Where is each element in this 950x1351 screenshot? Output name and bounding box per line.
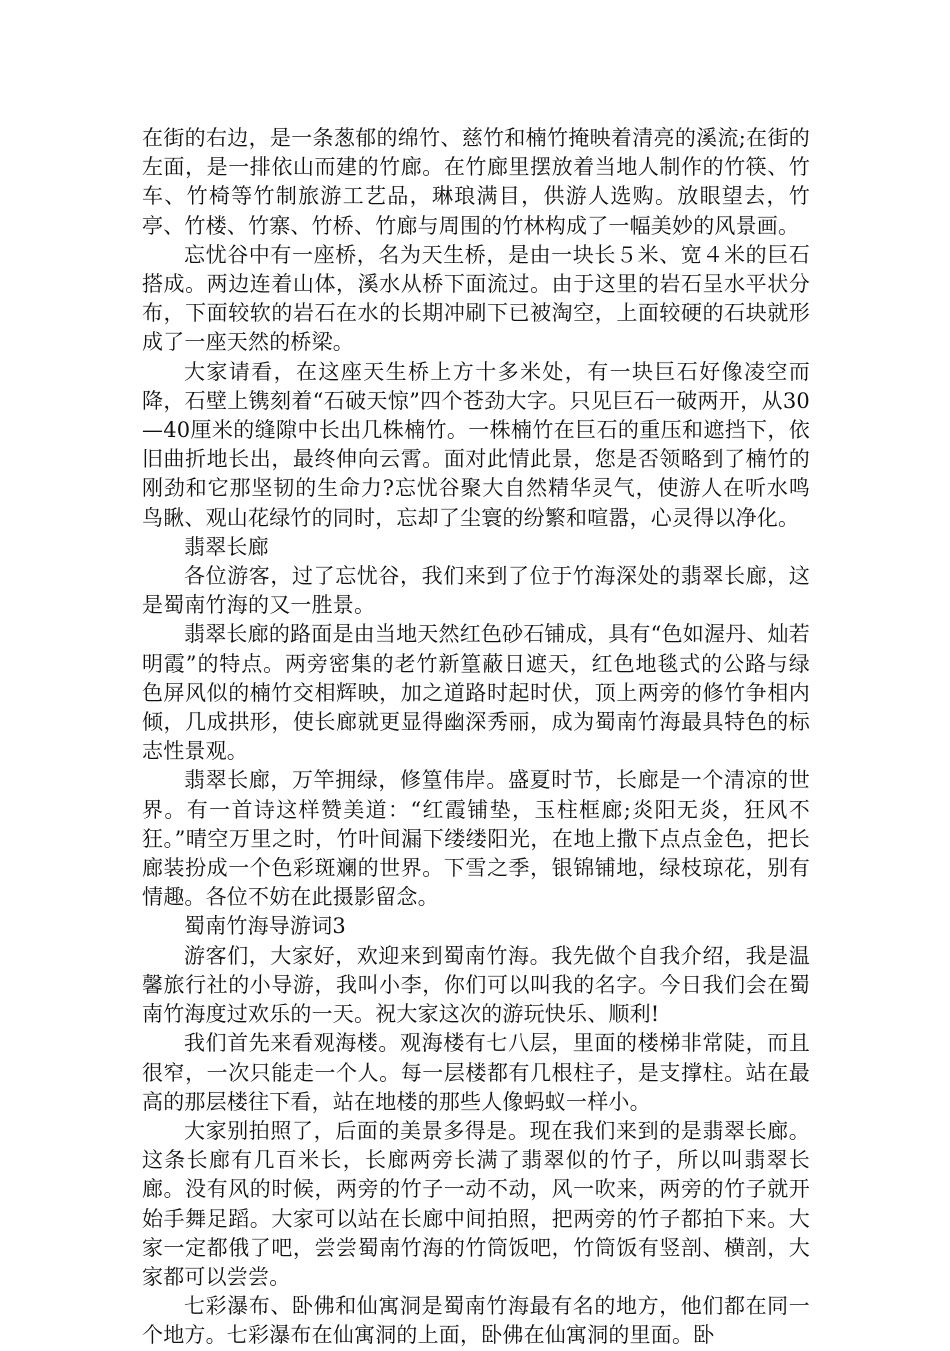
section-heading: 蜀南竹海导游词3: [184, 914, 346, 939]
paragraph: 各位游客，过了忘忧谷，我们来到了位于竹海深处的翡翠长廊，这是蜀南竹海的又一胜景。: [142, 564, 810, 618]
paragraph: 大家别拍照了，后面的美景多得是。现在我们来到的是翡翠长廊。这条长廊有几百米长，长廊两旁长满了翡翠似的竹子，所以叫翡翠长廊。没有风的时候，两旁的竹子一动不动，风一吹来，两旁的竹子就开始手舞足蹈。大家可以站在长廊中间拍照，把两旁的竹子都拍下来。大家一定都俄了吧，尝尝蜀南竹海的竹筒饭吧，竹筒饭有竖剖、横剖，大家都可以尝尝。: [142, 1118, 810, 1289]
paragraph: 翡翠长廊的路面是由当地天然红色砂石铺成，具有“色如渥丹、灿若明霞”的特点。两旁密集的老竹新篁蔽日遮天，红色地毯式的公路与绿色屏风似的楠竹交相辉映，加之道路时起时伏，顶上两旁的修竹争相内倾，几成拱形，使长廊就更显得幽深秀丽，成为蜀南竹海最具特色的标志性景观。: [142, 622, 810, 764]
paragraph: 在街的右边，是一条葱郁的绵竹、慈竹和楠竹掩映着清亮的溪流;在街的左面，是一排依山而建的竹廊。在竹廊里摆放着当地人制作的竹筷、竹车、竹椅等竹制旅游工艺品，琳琅满目，供游人选购。放眼望去，竹亭、竹楼、竹寨、竹桥、竹廊与周围的竹林构成了一幅美妙的风景画。: [142, 126, 810, 238]
paragraph: 翡翠长廊，万竿拥绿，修篁伟岸。盛夏时节，长廊是一个清凉的世界。有一首诗这样赞美道：“红霞铺垫，玉柱框廊;炎阳无炎，狂风不狂。”晴空万里之时，竹叶间漏下缕缕阳光，在地上撒下点点金色，把长廊装扮成一个色彩斑斓的世界。下雪之季，银锦铺地，绿枝琼花，别有情趣。各位不妨在此摄影留念。: [142, 768, 810, 910]
paragraph: 游客们，大家好，欢迎来到蜀南竹海。我先做个自我介绍，我是温馨旅行社的小导游，我叫小李，你们可以叫我的名字。今日我们会在蜀南竹海度过欢乐的一天。祝大家这次的游玩快乐、顺利!: [142, 943, 810, 1027]
paragraph: 七彩瀑布、卧佛和仙寓洞是蜀南竹海最有名的地方，他们都在同一个地方。七彩瀑布在仙寓洞的上面，卧佛在仙寓洞的里面。卧: [142, 1294, 810, 1348]
paragraph: 忘忧谷中有一座桥，名为天生桥，是由一块长５米、宽４米的巨石搭成。两边连着山体，溪水从桥下面流过。由于这里的岩石呈水平状分布，下面较软的岩石在水的长期冲刷下已被淘空，上面较硬的石块就形成了一座天然的桥梁。: [142, 242, 810, 355]
paragraph: 我们首先来看观海楼。观海楼有七八层，里面的楼梯非常陡，而且很窄，一次只能走一个人。每一层楼都有几根柱子，是支撑柱。站在最高的那层楼往下看，站在地楼的那些人像蚂蚁一样小。: [142, 1031, 810, 1114]
document-body: [142, 124, 810, 1351]
section-heading: 翡翠长廊: [184, 534, 269, 559]
paragraph: 大家请看，在这座天生桥上方十多米处，有一块巨石好像凌空而降，石壁上镌刻着“石破天惊”四个苍劲大字。只见巨石一破两开，从30—40厘米的缝隙中长出几株楠竹。一株楠竹在巨石的重压和遮挡下，依旧曲折地长出，最终伸向云霄。面对此情此景，您是否领略到了楠竹的刚劲和它那坚韧的生命力?忘忧谷聚大自然精华灵气，使游人在听水鸣鸟瞅、观山花绿竹的同时，忘却了尘寰的纷繁和喧嚣，心灵得以净化。: [142, 359, 810, 530]
